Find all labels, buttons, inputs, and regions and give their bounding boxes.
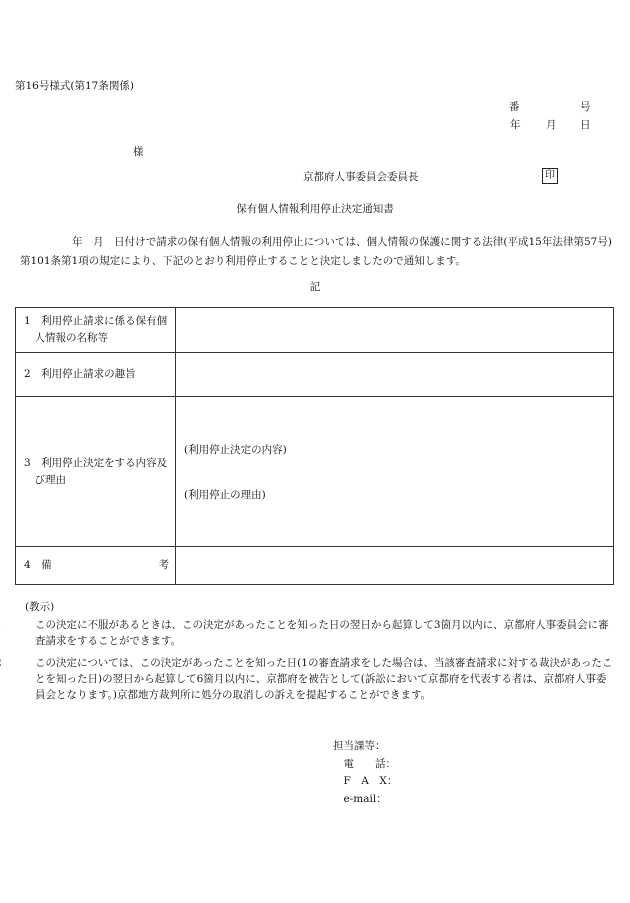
row1-label: 1 利用停止請求に係る保有個人情報の名称等: [16, 308, 176, 353]
issuer-name: 京都府人事委員会委員長: [303, 171, 419, 183]
instruction-note-1: この決定に不服があるときは、この決定があったことを知った日の翌日から起算して3箇月以内に、京都府人事委員会に審査請求をすることができます。: [35, 619, 609, 647]
row3-value[interactable]: [176, 397, 614, 547]
row4-value[interactable]: [176, 547, 614, 585]
contact-email: e-mail：: [333, 792, 387, 805]
date-year: 年: [510, 119, 521, 131]
contact-fax: F A X：: [333, 775, 398, 787]
row1-value[interactable]: [176, 308, 614, 353]
decision-content-label: (利用停止決定の内容): [184, 443, 287, 456]
row2-label: 2 利用停止請求の趣旨: [16, 353, 176, 397]
row2-value[interactable]: [176, 353, 614, 397]
contact-phone: 電 話：: [333, 757, 396, 770]
table-row: [16, 308, 614, 353]
table-row: [16, 353, 614, 397]
body-text: 年 月 日付けで請求の保有個人情報の利用停止については、個人情報の保護に関する法律(平成15年法律第57号)第101条第1項の規定により、下記のとおり利用停止することと決定しましたので通知します。: [20, 236, 612, 267]
date-month: 月: [546, 119, 557, 131]
form-number: 第16号様式(第17条関係): [15, 80, 134, 92]
ki-heading: 記: [309, 281, 321, 293]
document-number-suffix: 号: [580, 101, 591, 113]
row4-label: 4 備 考: [16, 547, 176, 585]
body-paragraph: [20, 233, 612, 271]
instruction-note-2: この決定については、この決定があったことを知った日(1の審査請求をした場合は、当該審査請求に対する裁決があったことを知った日)の翌日から起算して6箇月以内に、京都府を被告として(訴訟において京都府を代表する者は、京都府人事委員会となります。)京都地方裁判所に処分の取消しの訴えを提起することができます。: [35, 657, 613, 701]
addressee-suffix: 様: [133, 146, 144, 158]
row3-label: 3 利用停止決定をする内容及び理由: [16, 397, 176, 547]
decision-table: [15, 307, 614, 585]
decision-reason-label: (利用停止の理由): [184, 488, 266, 501]
document-title: 保有個人情報利用停止決定通知書: [236, 203, 394, 215]
contact-dept: 担当課等：: [333, 740, 386, 752]
table-row: [16, 397, 614, 547]
document-number-label: 番: [509, 101, 520, 113]
date-day: 日: [580, 119, 591, 131]
seal-mark: 印: [542, 168, 558, 184]
instructions-heading: (教示): [25, 601, 55, 613]
contact-block: [333, 738, 397, 808]
table-row: [16, 547, 614, 585]
